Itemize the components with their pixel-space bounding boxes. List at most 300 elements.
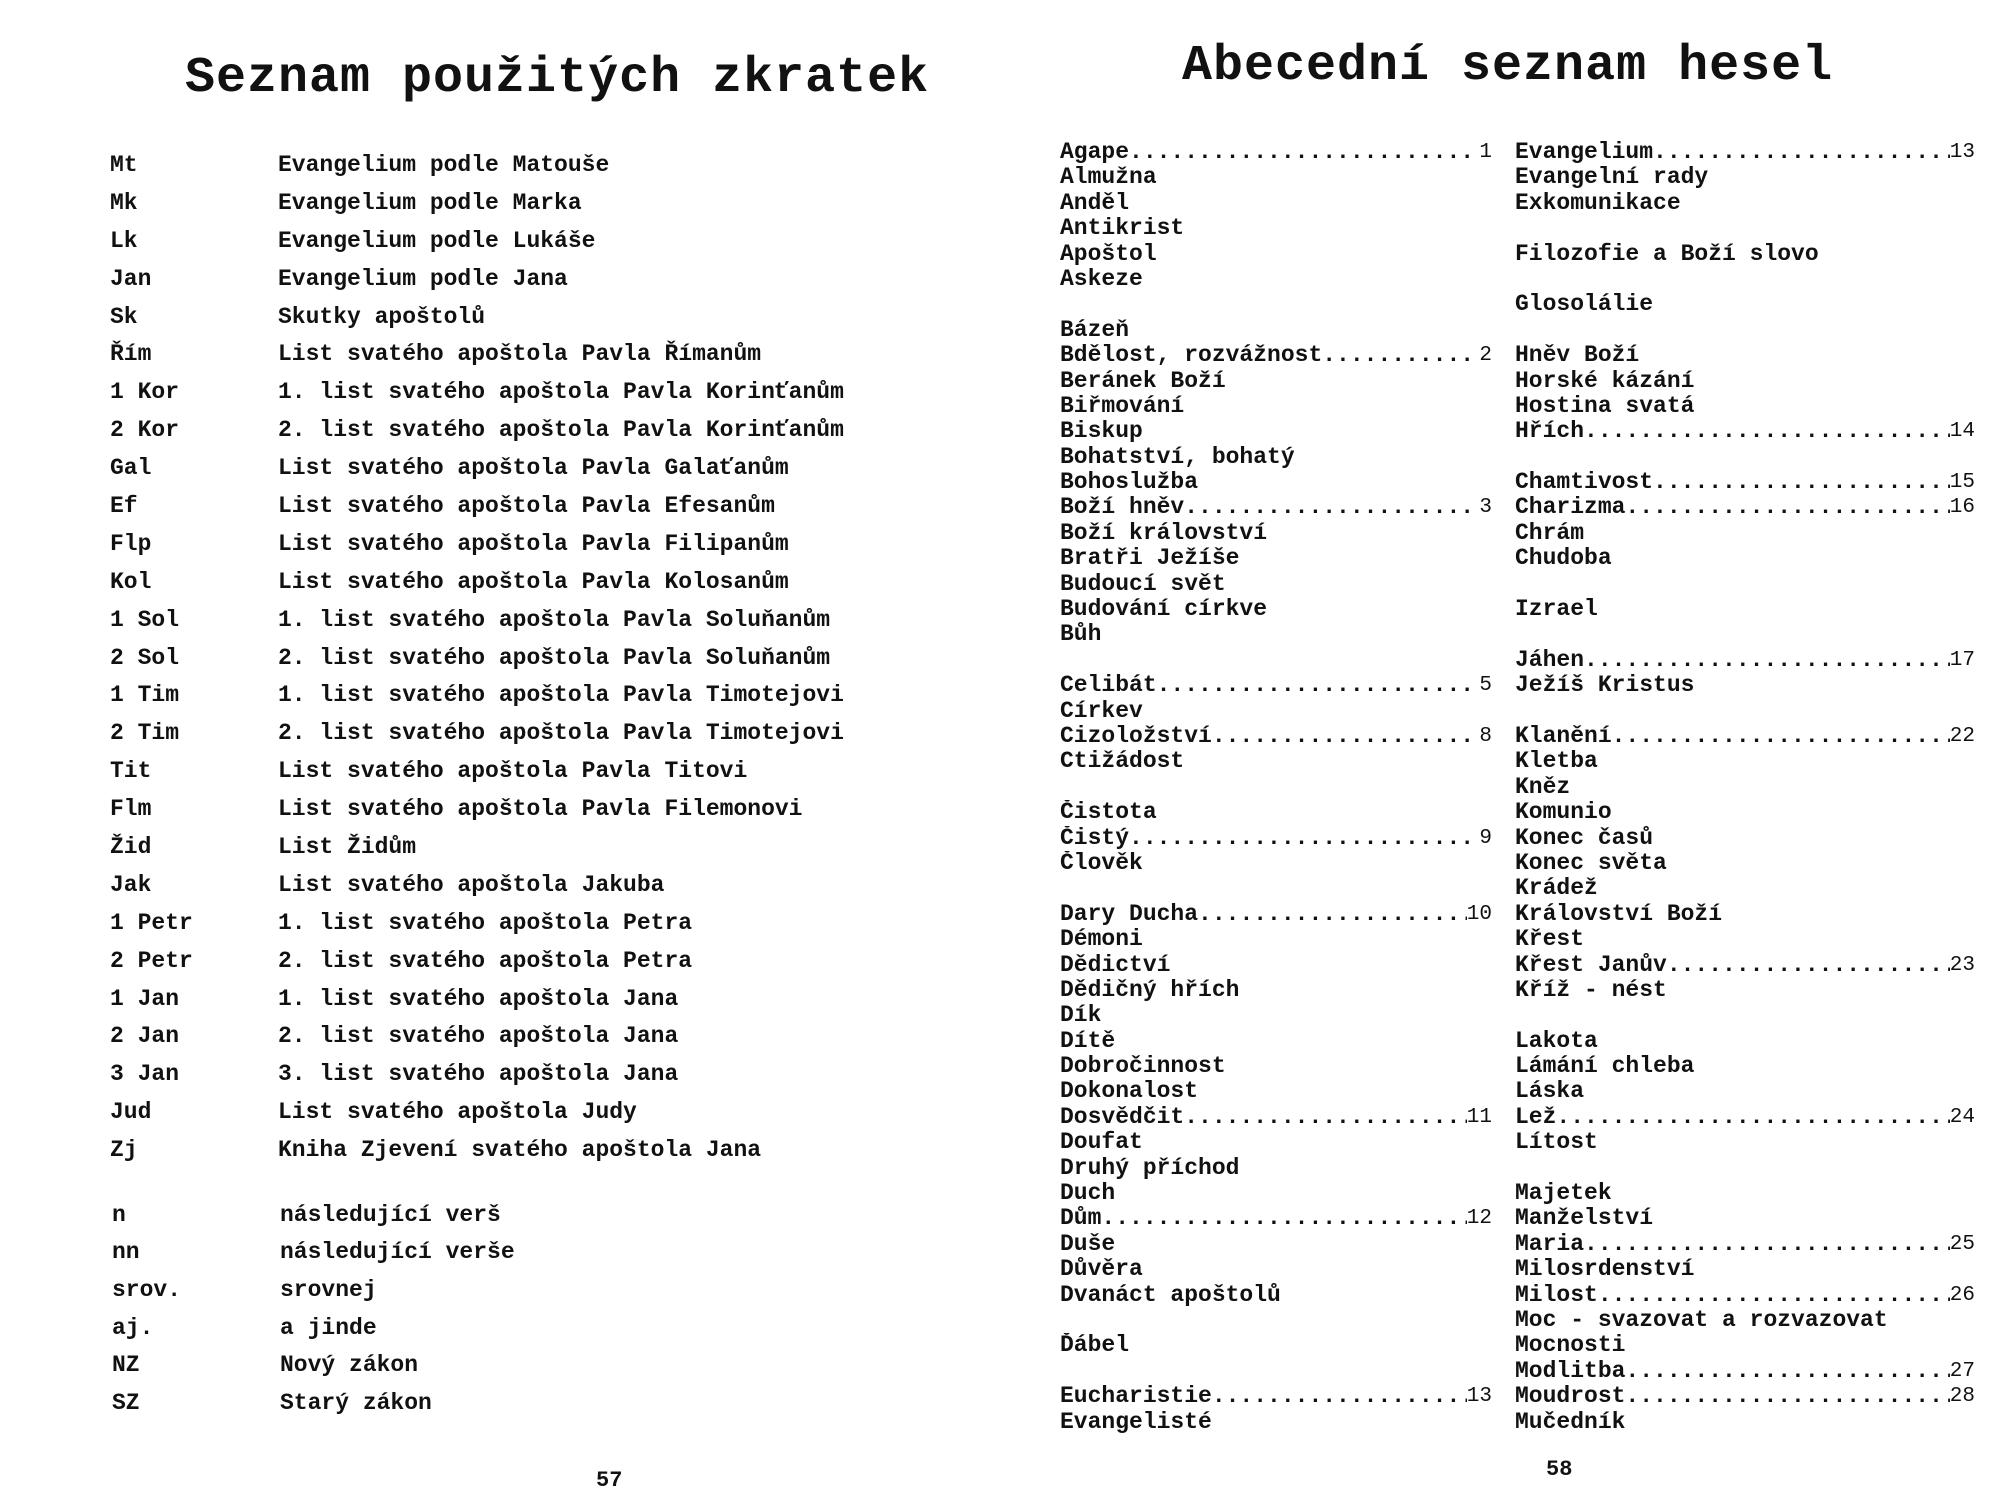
- index-term: Duše: [1060, 1231, 1116, 1257]
- abbreviation-meaning: List svatého apoštola Pavla Kolosanům: [278, 568, 789, 595]
- index-entry: [1515, 902, 1975, 927]
- abbreviation-row: [110, 1017, 970, 1055]
- abbreviation-row: [112, 1234, 972, 1272]
- index-term: Majetek: [1515, 1181, 1612, 1207]
- index-entry: [1060, 1105, 1492, 1130]
- index-term: Eucharistie: [1060, 1384, 1212, 1410]
- index-term: Horské kázání: [1515, 368, 1695, 394]
- abbreviation: Flp: [110, 530, 152, 557]
- index-gap: [1060, 1359, 1492, 1384]
- abbreviation-meaning: List svatého apoštola Pavla Římanům: [278, 341, 762, 368]
- abbreviation-row: [110, 335, 970, 373]
- index-entry: [1060, 267, 1492, 292]
- index-term: Království Boží: [1515, 901, 1723, 927]
- abbreviation-meaning: 2. list svatého apoštola Jana: [278, 1023, 679, 1050]
- index-entry: [1515, 292, 1975, 317]
- abbreviation: Tit: [110, 758, 152, 785]
- index-entry: [1515, 1308, 1975, 1333]
- index-entry: [1060, 699, 1492, 724]
- index-entry: [1060, 394, 1492, 419]
- index-term: Biřmování: [1060, 393, 1185, 419]
- index-term: Biskup: [1060, 419, 1143, 445]
- index-page-number: 23: [1949, 953, 1975, 977]
- index-entry: [1060, 978, 1492, 1003]
- abbreviation: 2 Kor: [110, 417, 180, 444]
- index-entry: [1060, 927, 1492, 952]
- index-entry: [1060, 546, 1492, 571]
- other-abbreviation-list: [112, 1196, 972, 1422]
- index-entry: [1515, 242, 1975, 267]
- index-page-number: 15: [1949, 471, 1975, 495]
- abbreviation-meaning: List svatého apoštola Pavla Filipanům: [278, 530, 789, 557]
- index-entry: [1060, 140, 1492, 165]
- index-term: Glosolálie: [1515, 292, 1654, 318]
- page-title-index: Abecední seznam hesel: [1182, 38, 1834, 95]
- index-term: Doufat: [1060, 1130, 1143, 1156]
- index-term: Hřích: [1515, 419, 1585, 445]
- index-entry: [1060, 1410, 1492, 1435]
- index-page-number: 28: [1949, 1385, 1975, 1409]
- index-entry: [1515, 1029, 1975, 1054]
- abbreviation-row: [110, 260, 970, 298]
- abbreviation-row: [110, 373, 970, 411]
- index-entry: [1515, 775, 1975, 800]
- index-term: Čistý: [1060, 825, 1130, 851]
- abbreviation: Ef: [110, 492, 138, 519]
- abbreviation-row: [110, 487, 970, 525]
- index-term: Kletba: [1515, 749, 1598, 775]
- index-term: Evangelisté: [1060, 1409, 1212, 1435]
- abbreviation-row: [110, 525, 970, 563]
- index-term: Budoucí svět: [1060, 571, 1226, 597]
- abbreviation-meaning: 2. list svatého apoštola Petra: [278, 947, 693, 974]
- index-gap: [1515, 622, 1975, 647]
- index-entry: [1515, 165, 1975, 190]
- index-entry: [1060, 216, 1492, 241]
- index-page-number: 9: [1479, 826, 1492, 850]
- index-term: Čistota: [1060, 800, 1157, 826]
- abbreviation: 2 Jan: [110, 1023, 180, 1050]
- index-term: Komunio: [1515, 800, 1612, 826]
- index-entry: [1515, 648, 1975, 673]
- abbreviation-row: [110, 601, 970, 639]
- index-page-number: 10: [1466, 902, 1492, 926]
- abbreviation-meaning: 1. list svatého apoštola Pavla Soluňanům: [278, 606, 831, 633]
- leader-dots: [1612, 724, 1950, 749]
- index-term: Dítě: [1060, 1028, 1116, 1054]
- abbreviation: 1 Tim: [110, 682, 180, 709]
- index-term: Chamtivost: [1515, 470, 1654, 496]
- index-term: Milost: [1515, 1282, 1598, 1308]
- leader-dots: [1157, 673, 1480, 698]
- index-term: Krádež: [1515, 876, 1598, 902]
- abbreviation-meaning: Evangelium podle Lukáše: [278, 227, 596, 254]
- left-page: [0, 0, 1000, 1500]
- abbreviation-meaning: Skutky apoštolů: [278, 303, 486, 330]
- index-term: Bratři Ježíše: [1060, 546, 1240, 572]
- index-entry: [1515, 1079, 1975, 1104]
- abbreviation-meaning: 2. list svatého apoštola Pavla Timotejovi: [278, 720, 844, 747]
- leader-dots: [1625, 495, 1949, 520]
- index-term: Exkomunikace: [1515, 190, 1681, 216]
- abbreviation-meaning: Evangelium podle Jana: [278, 265, 568, 292]
- index-entry: [1060, 673, 1492, 698]
- abbreviation-meaning: List svatého apoštola Pavla Galaťanům: [278, 455, 789, 482]
- abbreviation-meaning: 1. list svatého apoštola Petra: [278, 909, 693, 936]
- index-page-number: 1: [1479, 141, 1492, 164]
- abbreviation: 2 Sol: [110, 644, 180, 671]
- abbreviation: Jan: [110, 265, 152, 292]
- index-entry: [1060, 1079, 1492, 1104]
- abbreviation: SZ: [112, 1389, 140, 1416]
- index-gap: [1515, 572, 1975, 597]
- index-page-number: 5: [1479, 674, 1492, 698]
- index-entry: [1515, 343, 1975, 368]
- index-term: Lítost: [1515, 1130, 1598, 1156]
- index-entry: [1060, 521, 1492, 546]
- index-term: Dvanáct apoštolů: [1060, 1282, 1281, 1308]
- index-entry: [1060, 369, 1492, 394]
- abbreviation-row: [110, 563, 970, 601]
- abbreviation: Mk: [110, 189, 138, 216]
- index-term: Hostina svatá: [1515, 393, 1695, 419]
- index-entry: [1515, 495, 1975, 520]
- abbreviation: Gal: [110, 455, 152, 482]
- index-page-number: 13: [1949, 141, 1975, 164]
- index-term: Dokonalost: [1060, 1079, 1199, 1105]
- index-entry: [1060, 1206, 1492, 1231]
- abbreviation-row: [110, 222, 970, 260]
- index-entry: [1515, 673, 1975, 698]
- leader-dots: [1129, 826, 1479, 851]
- abbreviation: 2 Petr: [110, 947, 193, 974]
- index-page-number: 11: [1466, 1105, 1492, 1129]
- index-term: Chrám: [1515, 520, 1585, 546]
- abbreviation-row: [110, 639, 970, 677]
- index-entry: [1515, 1105, 1975, 1130]
- index-term: Modlitba: [1515, 1358, 1626, 1384]
- index-entry: [1060, 724, 1492, 749]
- leader-dots: [1667, 953, 1950, 978]
- index-term: Mučedník: [1515, 1409, 1626, 1435]
- index-entry: [1515, 1410, 1975, 1435]
- index-entry: [1060, 1054, 1492, 1079]
- index-entry: [1060, 445, 1492, 470]
- abbreviation-row: [110, 980, 970, 1018]
- index-term: Moc - svazovat a rozvazovat: [1515, 1307, 1888, 1333]
- index-term: Člověk: [1060, 850, 1143, 876]
- index-entry: [1515, 851, 1975, 876]
- abbreviation-row: [112, 1196, 972, 1234]
- index-term: Dary Ducha: [1060, 901, 1199, 927]
- index-term: Beránek Boží: [1060, 368, 1226, 394]
- abbreviation-row: [110, 676, 970, 714]
- index-entry: [1060, 495, 1492, 520]
- abbreviation: nn: [112, 1239, 140, 1266]
- index-gap: [1060, 292, 1492, 317]
- index-gap: [1515, 267, 1975, 292]
- index-entry: [1515, 1130, 1975, 1155]
- index-term: Moudrost: [1515, 1384, 1626, 1410]
- leader-dots: [1556, 1105, 1949, 1130]
- index-term: Lež: [1515, 1104, 1557, 1130]
- index-term: Bázeň: [1060, 317, 1130, 343]
- abbreviation-meaning: 1. list svatého apoštola Pavla Korinťanům: [278, 379, 844, 406]
- abbreviation: Zj: [110, 1137, 138, 1164]
- index-term: Démoni: [1060, 927, 1143, 953]
- index-term: Budování církve: [1060, 597, 1268, 623]
- leader-dots: [1653, 140, 1950, 165]
- index-term: Lakota: [1515, 1028, 1598, 1054]
- abbreviation-meaning: Kniha Zjevení svatého apoštola Jana: [278, 1137, 762, 1164]
- abbreviation-meaning: následující verš: [280, 1201, 501, 1228]
- index-entry: [1060, 953, 1492, 978]
- abbreviation-row: [110, 1131, 970, 1169]
- abbreviation: Kol: [110, 568, 152, 595]
- index-entry: [1515, 191, 1975, 216]
- abbreviation-row: [110, 298, 970, 336]
- index-term: Klanění: [1515, 723, 1612, 749]
- index-entry: [1515, 1206, 1975, 1231]
- index-entry: [1060, 470, 1492, 495]
- leader-dots: [1584, 648, 1950, 673]
- index-term: Hněv Boží: [1515, 343, 1640, 369]
- index-term: Dům: [1060, 1206, 1102, 1232]
- index-entry: [1060, 1384, 1492, 1409]
- page-title-abbreviations: Seznam použitých zkratek: [185, 50, 930, 107]
- index-gap: [1060, 876, 1492, 901]
- index-entry: [1060, 1181, 1492, 1206]
- index-entry: [1515, 953, 1975, 978]
- index-entry: [1060, 165, 1492, 190]
- index-term: Křest: [1515, 927, 1585, 953]
- index-page-number: 25: [1949, 1232, 1975, 1256]
- index-entry: [1515, 597, 1975, 622]
- index-page-number: 16: [1949, 496, 1975, 520]
- leader-dots: [1598, 1283, 1950, 1308]
- leader-dots: [1584, 1232, 1950, 1257]
- abbreviation-list: [110, 146, 970, 1169]
- leader-dots: [1101, 1206, 1466, 1231]
- index-entry: [1515, 800, 1975, 825]
- index-page-number: 14: [1949, 420, 1975, 444]
- abbreviation-meaning: srovnej: [280, 1276, 377, 1303]
- index-term: Bdělost, rozvážnost: [1060, 343, 1323, 369]
- index-gap: [1515, 699, 1975, 724]
- abbreviation-row: [110, 1055, 970, 1093]
- index-term: Dědictví: [1060, 952, 1171, 978]
- abbreviation-row: [110, 449, 970, 487]
- abbreviation: 1 Jan: [110, 985, 180, 1012]
- abbreviation-meaning: následující verše: [280, 1239, 515, 1266]
- index-term: Konec světa: [1515, 850, 1667, 876]
- abbreviation-meaning: List svatého apoštola Jakuba: [278, 871, 665, 898]
- abbreviation: Flm: [110, 796, 152, 823]
- index-term: Konec časů: [1515, 825, 1654, 851]
- leader-dots: [1584, 419, 1950, 444]
- abbreviation-meaning: 1. list svatého apoštola Jana: [278, 985, 679, 1012]
- abbreviation-meaning: List svatého apoštola Pavla Efesanům: [278, 492, 775, 519]
- abbreviation: Žid: [110, 833, 152, 860]
- index-entry: [1515, 1257, 1975, 1282]
- index-entry: [1060, 749, 1492, 774]
- abbreviation-meaning: 1. list svatého apoštola Pavla Timotejovi: [278, 682, 844, 709]
- index-term: Celibát: [1060, 673, 1157, 699]
- leader-dots: [1184, 1105, 1467, 1130]
- abbreviation: Jak: [110, 871, 152, 898]
- abbreviation: Mt: [110, 151, 138, 178]
- index-page-number: 24: [1949, 1105, 1975, 1129]
- abbreviation-meaning: 2. list svatého apoštola Pavla Korinťanům: [278, 417, 844, 444]
- abbreviation-meaning: List svatého apoštola Pavla Titovi: [278, 758, 748, 785]
- index-page-number: 26: [1949, 1283, 1975, 1307]
- index-term: Dobročinnost: [1060, 1054, 1226, 1080]
- index-page-number: 8: [1479, 724, 1492, 748]
- abbreviation: Sk: [110, 303, 138, 330]
- index-entry: [1060, 572, 1492, 597]
- index-term: Askeze: [1060, 266, 1143, 292]
- index-entry: [1060, 242, 1492, 267]
- index-term: Ježíš Kristus: [1515, 673, 1695, 699]
- index-term: Bohoslužba: [1060, 470, 1199, 496]
- leader-dots: [1212, 724, 1480, 749]
- abbreviation-row: [110, 828, 970, 866]
- index-term: Dosvědčit: [1060, 1104, 1185, 1130]
- index-term: Almužna: [1060, 165, 1157, 191]
- index-entry: [1515, 140, 1975, 165]
- index-entry: [1060, 191, 1492, 216]
- page-number-left: 57: [596, 1468, 623, 1493]
- index-term: Filozofie a Boží slovo: [1515, 241, 1819, 267]
- abbreviation-row: [110, 714, 970, 752]
- index-entry: [1060, 622, 1492, 647]
- index-gap: [1060, 1308, 1492, 1333]
- index-term: Agape: [1060, 140, 1130, 165]
- index-entry: [1515, 470, 1975, 495]
- index-entry: [1515, 826, 1975, 851]
- abbreviation-row: [110, 184, 970, 222]
- index-column-right: [1515, 140, 1975, 1435]
- abbreviation-meaning: List svatého apoštola Judy: [278, 1099, 637, 1126]
- index-entry: [1515, 876, 1975, 901]
- index-entry: [1515, 1333, 1975, 1358]
- index-entry: [1060, 851, 1492, 876]
- index-entry: [1515, 419, 1975, 444]
- abbreviation: Lk: [110, 227, 138, 254]
- abbreviation: 1 Sol: [110, 606, 180, 633]
- abbreviation-row: [110, 1093, 970, 1131]
- abbreviation: Řím: [110, 341, 152, 368]
- abbreviation: n: [112, 1201, 126, 1228]
- leader-dots: [1129, 140, 1479, 165]
- index-column-left: [1060, 140, 1492, 1435]
- abbreviation-row: [110, 146, 970, 184]
- index-term: Charizma: [1515, 495, 1626, 521]
- right-page: [1000, 0, 2004, 1500]
- index-term: Manželství: [1515, 1206, 1654, 1232]
- abbreviation: 1 Petr: [110, 909, 193, 936]
- index-entry: [1060, 1257, 1492, 1282]
- abbreviation: 3 Jan: [110, 1061, 180, 1088]
- index-entry: [1515, 749, 1975, 774]
- index-gap: [1060, 648, 1492, 673]
- page-number-right: 58: [1546, 1457, 1573, 1482]
- abbreviation-row: [110, 411, 970, 449]
- index-term: Dědičný hřích: [1060, 977, 1240, 1003]
- index-gap: [1515, 216, 1975, 241]
- abbreviation-meaning: Evangelium podle Matouše: [278, 151, 610, 178]
- index-term: Boží hněv: [1060, 495, 1185, 521]
- index-page-number: 3: [1479, 496, 1492, 520]
- abbreviation: 1 Kor: [110, 379, 180, 406]
- abbreviation-row: [112, 1309, 972, 1347]
- abbreviation: NZ: [112, 1352, 140, 1379]
- abbreviation-meaning: 3. list svatého apoštola Jana: [278, 1061, 679, 1088]
- index-entry: [1515, 1181, 1975, 1206]
- leader-dots: [1322, 343, 1479, 368]
- abbreviation-row: [110, 790, 970, 828]
- abbreviation: srov.: [112, 1276, 182, 1303]
- index-term: Apoštol: [1060, 241, 1157, 267]
- index-entry: [1515, 1054, 1975, 1079]
- index-page-number: 22: [1949, 724, 1975, 748]
- index-page-number: 2: [1479, 344, 1492, 368]
- index-entry: [1060, 343, 1492, 368]
- index-term: Antikrist: [1060, 216, 1185, 242]
- index-gap: [1515, 318, 1975, 343]
- abbreviation-row: [112, 1346, 972, 1384]
- index-term: Boží království: [1060, 520, 1268, 546]
- abbreviation-meaning: a jinde: [280, 1314, 377, 1341]
- index-entry: [1515, 369, 1975, 394]
- abbreviation-meaning: Evangelium podle Marka: [278, 189, 582, 216]
- abbreviation-row: [110, 904, 970, 942]
- abbreviation-row: [112, 1271, 972, 1309]
- abbreviation-row: [110, 866, 970, 904]
- index-entry: [1515, 1232, 1975, 1257]
- abbreviation-row: [110, 942, 970, 980]
- leader-dots: [1625, 1384, 1949, 1409]
- index-term: Bohatství, bohatý: [1060, 444, 1295, 470]
- index-entry: [1060, 1283, 1492, 1308]
- leader-dots: [1198, 902, 1467, 927]
- index-gap: [1515, 445, 1975, 470]
- abbreviation-row: [110, 752, 970, 790]
- index-entry: [1060, 1156, 1492, 1181]
- abbreviation: aj.: [112, 1314, 154, 1341]
- index-term: Křest Janův: [1515, 952, 1667, 978]
- index-term: Evangelní rady: [1515, 165, 1709, 191]
- index-entry: [1060, 318, 1492, 343]
- index-page-number: 12: [1466, 1207, 1492, 1231]
- index-entry: [1060, 800, 1492, 825]
- index-term: Ctižádost: [1060, 749, 1185, 775]
- abbreviation-meaning: 2. list svatého apoštola Pavla Soluňanům: [278, 644, 831, 671]
- index-gap: [1515, 1156, 1975, 1181]
- index-entry: [1060, 419, 1492, 444]
- abbreviation: 2 Tim: [110, 720, 180, 747]
- index-entry: [1060, 1130, 1492, 1155]
- index-page-number: 13: [1466, 1385, 1492, 1409]
- abbreviation-meaning: List svatého apoštola Pavla Filemonovi: [278, 796, 803, 823]
- index-term: Anděl: [1060, 190, 1130, 216]
- index-term: Kříž - nést: [1515, 977, 1667, 1003]
- index-term: Duch: [1060, 1181, 1116, 1207]
- index-entry: [1515, 724, 1975, 749]
- index-term: Mocnosti: [1515, 1333, 1626, 1359]
- index-term: Jáhen: [1515, 647, 1585, 673]
- leader-dots: [1212, 1384, 1467, 1409]
